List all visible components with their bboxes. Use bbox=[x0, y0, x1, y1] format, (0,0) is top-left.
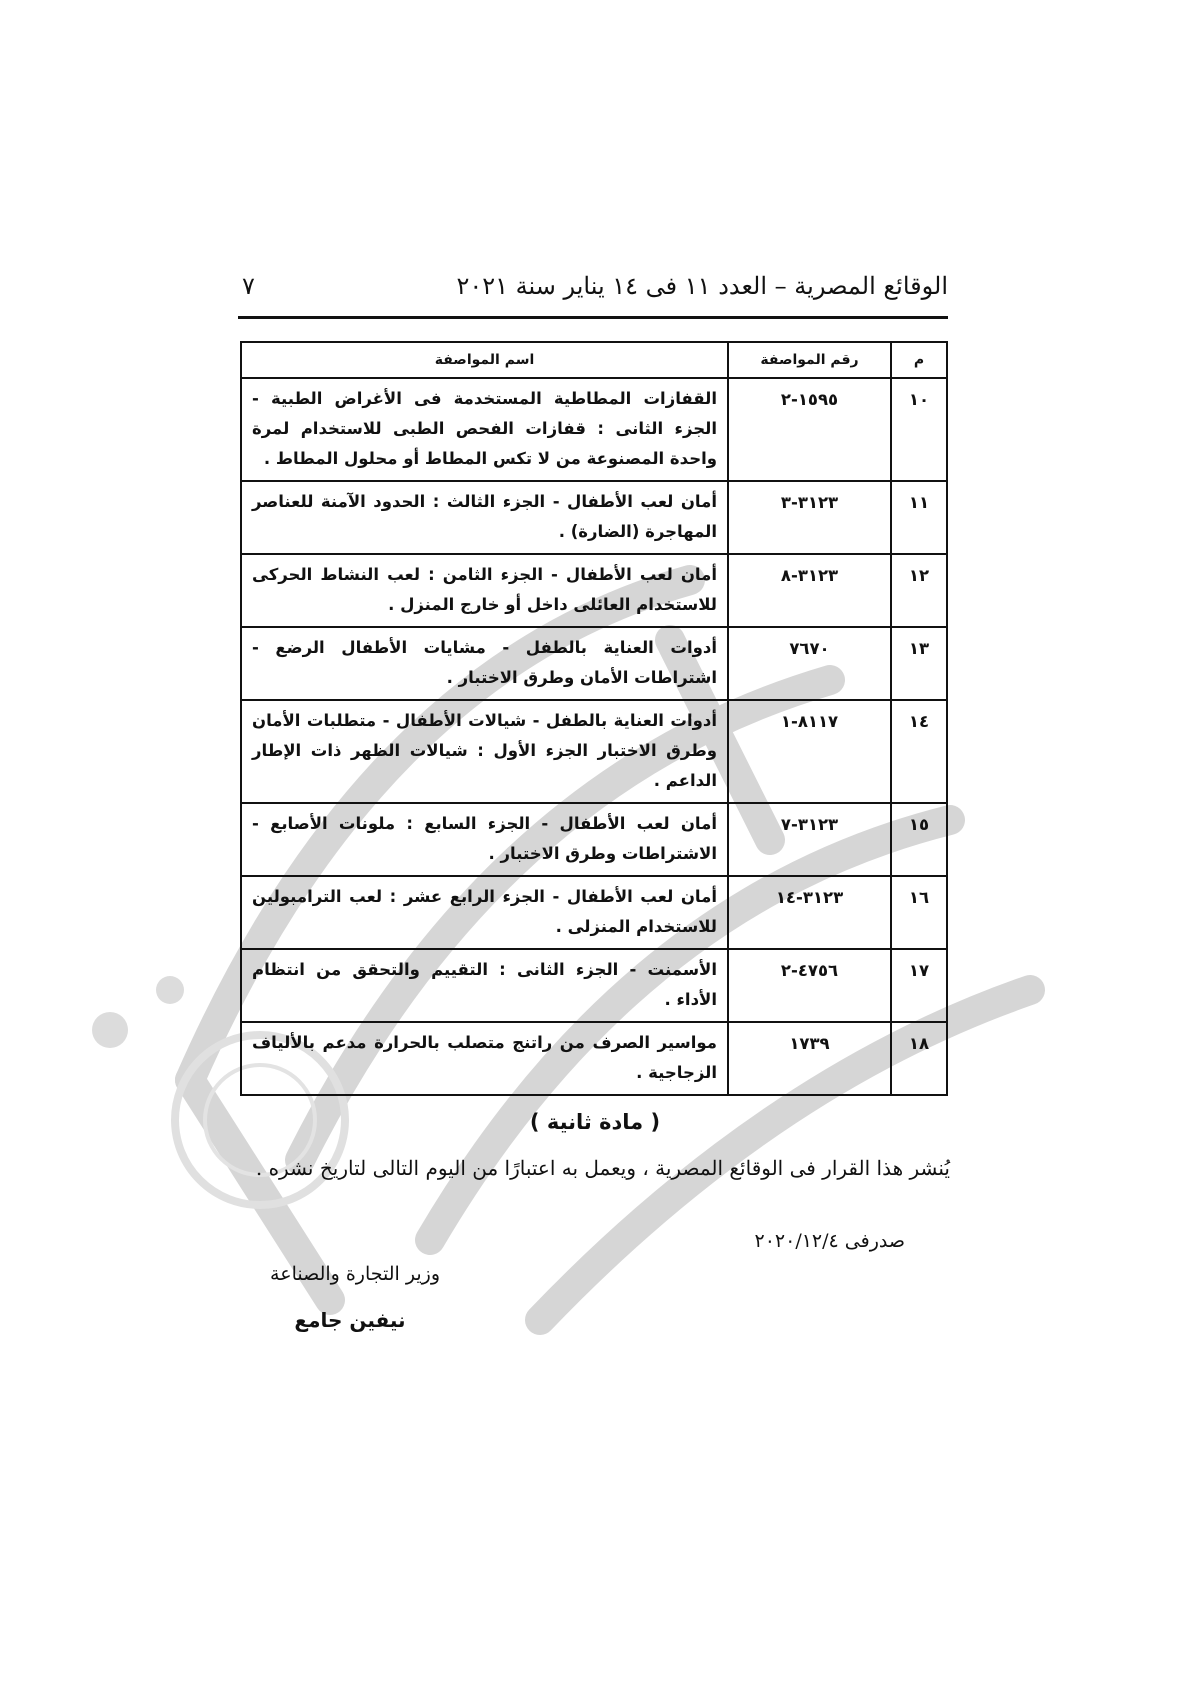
spec-name: أدوات العناية بالطفل - مشايات الأطفال الرضع - اشتراطات الأمان وطرق الاختبار . bbox=[241, 627, 728, 700]
spec-code: ٣١٢٣-١٤ bbox=[728, 876, 891, 949]
table-row bbox=[241, 481, 947, 554]
row-number: ١٦ bbox=[891, 876, 947, 949]
row-number: ١٨ bbox=[891, 1022, 947, 1095]
minister-signature-name: نيفين جامع bbox=[294, 1308, 406, 1332]
page-header bbox=[238, 268, 948, 319]
row-number: ١٤ bbox=[891, 700, 947, 803]
table-row bbox=[241, 949, 947, 1022]
row-number: ١٠ bbox=[891, 378, 947, 481]
row-number: ١٧ bbox=[891, 949, 947, 1022]
specifications-table bbox=[240, 341, 948, 1096]
spec-code: ٣١٢٣-٣ bbox=[728, 481, 891, 554]
article-heading: ( مادة ثانية ) bbox=[529, 1110, 661, 1134]
row-number: ١١ bbox=[891, 481, 947, 554]
spec-code: ٧٦٧٠ bbox=[728, 627, 891, 700]
spec-code: ٤٧٥٦-٢ bbox=[728, 949, 891, 1022]
table-row bbox=[241, 378, 947, 481]
table-header-row bbox=[241, 342, 947, 378]
spec-name: مواسير الصرف من راتنج متصلب بالحرارة مدعم بالألياف الزجاجية . bbox=[241, 1022, 728, 1095]
spec-name: القفازات المطاطية المستخدمة فى الأغراض الطبية - الجزء الثانى : قفازات الفحص الطبى للاستخدام لمرة واحدة المصنوعة من لا تكس المطاط أو محلول المطاط . bbox=[241, 378, 728, 481]
table-row bbox=[241, 1022, 947, 1095]
spec-name: أمان لعب الأطفال - الجزء الثامن : لعب النشاط الحركى للاستخدام العائلى داخل أو خارج المنزل . bbox=[241, 554, 728, 627]
spec-name: أدوات العناية بالطفل - شيالات الأطفال - متطلبات الأمان وطرق الاختبار الجزء الأول : شيالات الظهر ذات الإطار الداعم . bbox=[241, 700, 728, 803]
spec-name: أمان لعب الأطفال - الجزء الثالث : الحدود الآمنة للعناصر المهاجرة (الضارة) . bbox=[241, 481, 728, 554]
row-number: ١٥ bbox=[891, 803, 947, 876]
table-row bbox=[241, 876, 947, 949]
row-number: ١٣ bbox=[891, 627, 947, 700]
spec-code: ٨١١٧-١ bbox=[728, 700, 891, 803]
column-header-no: م bbox=[891, 342, 947, 378]
gazette-title: الوقائع المصرية – العدد ١١ فى ١٤ يناير سنة ٢٠٢١ bbox=[456, 272, 948, 300]
spec-name: أمان لعب الأطفال - الجزء الرابع عشر : لعب الترامبولين للاستخدام المنزلى . bbox=[241, 876, 728, 949]
spec-name: الأسمنت - الجزء الثانى : التقييم والتحقق من انتظام الأداء . bbox=[241, 949, 728, 1022]
row-number: ١٢ bbox=[891, 554, 947, 627]
column-header-name: اسم المواصفة bbox=[241, 342, 728, 378]
table-row bbox=[241, 803, 947, 876]
spec-code: ١٥٩٥-٢ bbox=[728, 378, 891, 481]
table-row bbox=[241, 554, 947, 627]
column-header-code: رقم المواصفة bbox=[728, 342, 891, 378]
minister-title: وزير التجارة والصناعة bbox=[270, 1263, 440, 1285]
page-number: ٧ bbox=[242, 272, 255, 300]
spec-code: ٣١٢٣-٨ bbox=[728, 554, 891, 627]
spec-code: ٣١٢٣-٧ bbox=[728, 803, 891, 876]
table-row bbox=[241, 700, 947, 803]
spec-name: أمان لعب الأطفال - الجزء السابع : ملونات الأصابع - الاشتراطات وطرق الاختبار . bbox=[241, 803, 728, 876]
spec-code: ١٧٣٩ bbox=[728, 1022, 891, 1095]
table-row bbox=[241, 627, 947, 700]
issue-date: صدرفى ٢٠٢٠/١٢/٤ bbox=[754, 1230, 905, 1252]
decree-body-text: يُنشر هذا القرار فى الوقائع المصرية ، ويعمل به اعتبارًا من اليوم التالى لتاريخ نشره . bbox=[255, 1156, 950, 1180]
